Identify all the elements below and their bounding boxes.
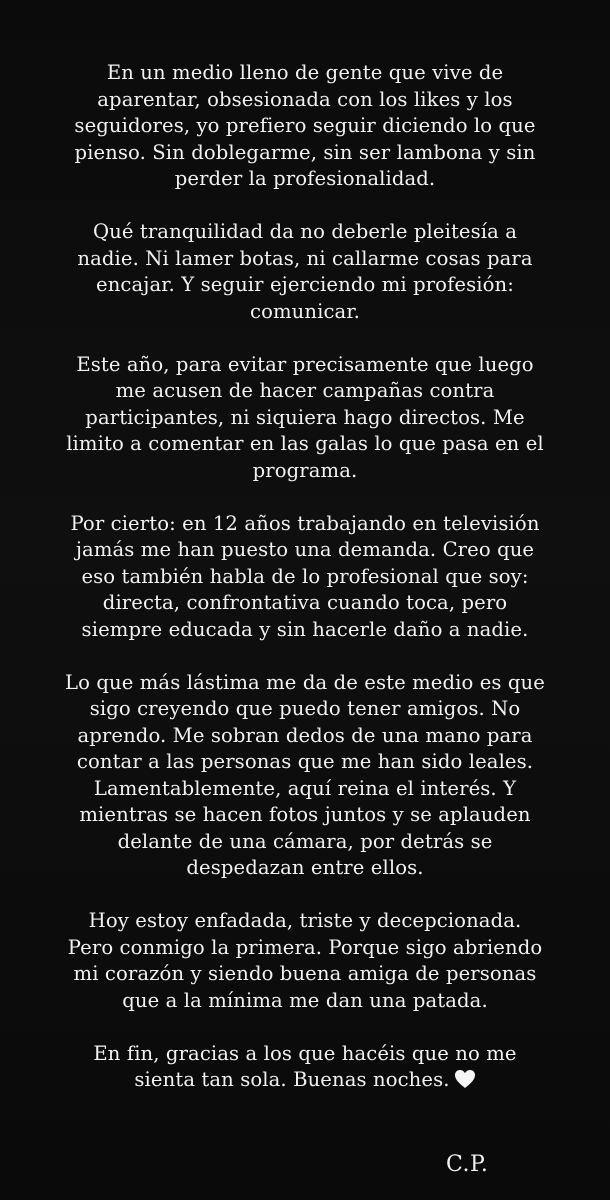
paragraph-7-text: En fin, gracias a los que hacéis que no me sienta tan sola. Buenas noches. xyxy=(93,1041,517,1091)
paragraph-3: Este año, para evitar precisamente que luego me acusen de hacer campañas contra participantes, ni siquiera hago directos. Me limito a comentar en las galas lo que pasa en el programa. xyxy=(66,352,544,482)
paragraph-4: Por cierto: en 12 años trabajando en televisión jamás me han puesto una demanda. Creo que eso también habla de lo profesional que soy: directa, confrontativa cuando toca, pero siempre educada y sin hacerle daño a nadie. xyxy=(70,511,540,641)
white-heart-icon xyxy=(454,1069,476,1089)
paragraph-6: Hoy estoy enfadada, triste y decepcionada. Pero conmigo la primera. Porque sigo abriendo mi corazón y siendo buena amiga de personas que a la mínima me dan una patada. xyxy=(67,909,543,1012)
signature: C.P. xyxy=(446,1152,489,1177)
paragraph-1: En un medio lleno de gente que vive de aparentar, obsesionada con los likes y los seguidores, yo prefiero seguir diciendo lo que pienso. Sin doblegarme, sin ser lambona y sin perder la profesionalidad. xyxy=(74,61,536,190)
paragraph-7 xyxy=(50,1041,560,1094)
story-text xyxy=(50,60,560,1120)
paragraph-5: Lo que más lástima me da de este medio es que sigo creyendo que puedo tener amigos. No aprendo. Me sobran dedos de una mano para contar a las personas que me han sido leales. Lamentablemente, aquí reina el interés. Y mientras se hacen fotos juntos y se aplauden delante de una cámara, por detrás se despedazan entre ellos. xyxy=(65,670,545,879)
paragraph-2: Qué tranquilidad da no deberle pleitesía a nadie. Ni lamer botas, ni callarme cosas para encajar. Y seguir ejerciendo mi profesión: comunicar. xyxy=(77,220,533,323)
